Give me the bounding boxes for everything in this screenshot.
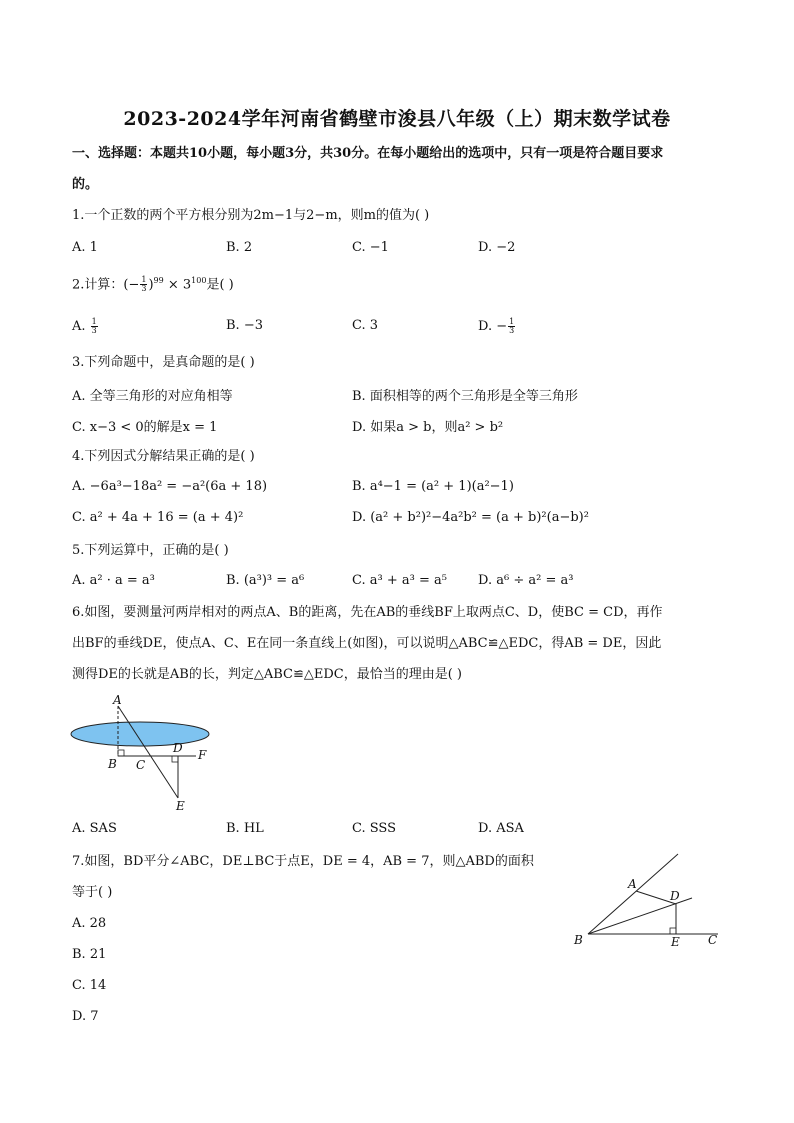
question-3-stem: 3.下列命题中，是真命题的是( )	[72, 355, 255, 370]
q2-option-a-fraction	[91, 318, 98, 335]
question-5-stem: 5.下列运算中，正确的是( )	[72, 543, 229, 558]
question-4-stem: 4.下列因式分解结果正确的是( )	[72, 449, 255, 464]
q5-option-a: A. a² · a = a³	[72, 573, 155, 588]
q2-option-d-label: D. −	[478, 319, 508, 334]
label-f: F	[198, 748, 207, 762]
q6-river-figure	[66, 692, 216, 812]
q4-option-d: D. (a² + b²)²−4a²b² = (a + b)²(a−b)²	[352, 510, 589, 525]
q1-option-b: B. 2	[226, 240, 253, 255]
q2-option-b: B. −3	[226, 318, 263, 333]
q4-option-c: C. a² + 4a + 16 = (a + 4)²	[72, 510, 244, 525]
q2-d-num: 1	[509, 317, 515, 326]
q2-mid: )	[148, 277, 154, 293]
q3-option-a: A. 全等三角形的对应角相等	[72, 389, 233, 404]
right-angle-e	[670, 928, 676, 934]
q2-prefix: 2.计算：(−	[72, 277, 140, 293]
q2-frac-den: 3	[141, 284, 147, 294]
label-a: A	[113, 693, 122, 707]
q7-option-d: D. 7	[72, 1009, 99, 1024]
q2-frac-num: 1	[141, 275, 147, 285]
q2-a-den: 3	[91, 326, 97, 335]
label-c: C	[136, 758, 146, 772]
q7-angle-bisector-figure	[570, 848, 730, 952]
label-d: D	[670, 889, 680, 903]
question-6-line1: 6.如图，要测量河两岸相对的两点A、B的距离，先在AB的垂线BF上取两点C、D，使BC = CD，再作	[72, 605, 663, 620]
question-6-line3: 测得DE的长就是AB的长，判定△ABC≌△EDC，最恰当的理由是( )	[72, 667, 463, 682]
q7-option-b: B. 21	[72, 947, 107, 962]
q5-option-b: B. (a³)³ = a⁶	[226, 573, 305, 588]
q2-d-den: 3	[509, 326, 515, 335]
q1-option-d: D. −2	[478, 240, 516, 255]
q4-option-b: B. a⁴−1 = (a² + 1)(a²−1)	[352, 479, 514, 494]
label-b: B	[108, 757, 117, 771]
q6-option-c: C. SSS	[352, 821, 397, 836]
q5-option-c: C. a³ + a³ = a⁵	[352, 573, 447, 588]
q3-option-d: D. 如果a > b，则a² > b²	[352, 420, 504, 435]
q7-option-c: C. 14	[72, 978, 107, 993]
line-ae	[118, 706, 178, 798]
q6-option-d: D. ASA	[478, 821, 524, 836]
right-angle-b	[118, 750, 124, 756]
label-e: E	[671, 935, 680, 949]
q2-times: × 3	[163, 277, 192, 293]
q2-option-d-fraction	[508, 318, 515, 335]
ray-ba	[588, 854, 678, 934]
q1-option-a: A. 1	[72, 240, 98, 255]
q2-a-num: 1	[91, 317, 97, 326]
section-heading-line1: 一、选择题：本题共10小题，每小题3分，共30分。在每小题给出的选项中，只有一项是符合题目要求	[72, 146, 664, 161]
label-a: A	[628, 877, 637, 891]
q2-option-c: C. 3	[352, 318, 379, 333]
river-ellipse	[71, 722, 209, 746]
q6-option-a: A. SAS	[72, 821, 117, 836]
question-7-line2: 等于( )	[72, 885, 113, 900]
q2-option-d	[478, 318, 516, 335]
section-heading-line2: 的。	[72, 177, 99, 192]
q1-option-c: C. −1	[352, 240, 389, 255]
q2-fraction	[140, 276, 147, 293]
question-6-line2: 出BF的垂线DE，使点A、C、E在同一条直线上(如图)，可以说明△ABC≌△EDC，得AB = DE，因此	[72, 636, 662, 651]
q2-option-a	[72, 318, 99, 335]
label-d: D	[173, 741, 183, 755]
q2-option-a-label: A.	[72, 319, 86, 334]
q2-exp2: 100	[191, 276, 207, 285]
q2-suffix: 是( )	[206, 277, 234, 293]
q5-option-d: D. a⁶ ÷ a² = a³	[478, 573, 574, 588]
question-1-stem: 1.一个正数的两个平方根分别为2m−1与2−m，则m的值为( )	[72, 208, 430, 223]
label-b: B	[574, 933, 583, 947]
label-e: E	[176, 799, 185, 812]
question-2-stem	[72, 272, 234, 294]
q4-option-a: A. −6a³−18a² = −a²(6a + 18)	[72, 479, 268, 494]
q6-option-b: B. HL	[226, 821, 264, 836]
q3-option-b: B. 面积相等的两个三角形是全等三角形	[352, 389, 578, 404]
question-7-line1: 7.如图，BD平分∠ABC，DE⊥BC于点E，DE = 4，AB = 7，则△ABD的面积	[72, 854, 534, 869]
label-c: C	[708, 933, 718, 947]
q7-option-a: A. 28	[72, 916, 107, 931]
right-angle-d	[172, 756, 178, 762]
q3-option-c: C. x−3 < 0的解是x = 1	[72, 420, 218, 435]
page-title: 2023-2024学年河南省鹤壁市浚县八年级（上）期末数学试卷	[123, 108, 671, 130]
q2-exp1: 99	[153, 276, 164, 285]
